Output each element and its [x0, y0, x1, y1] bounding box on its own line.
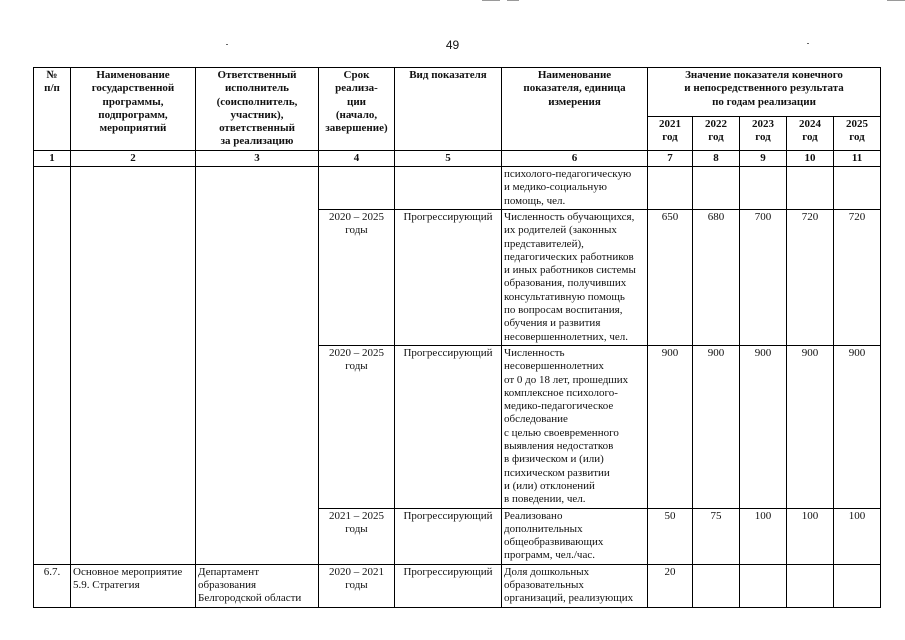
- cell-value: 50: [648, 508, 693, 564]
- cell-value: [693, 167, 740, 210]
- cell-value: 900: [648, 345, 693, 508]
- header-program: Наименование государственной программы, подпрограмм, мероприятий: [71, 68, 196, 151]
- cell-value: [787, 167, 834, 210]
- cell-term: 2020 – 2025 годы: [319, 345, 395, 508]
- indicators-table: [33, 67, 881, 608]
- cell-value: 720: [787, 209, 834, 345]
- cell-value: 100: [787, 508, 834, 564]
- table-row: [34, 167, 881, 210]
- column-number: 5: [395, 150, 502, 166]
- cell-indicator: Реализовано дополнительных общеобразвивающих программ, чел./час.: [502, 508, 648, 564]
- header-values: Значение показателя конечного и непосредственного результата по годам реализации: [648, 68, 881, 117]
- column-number: 7: [648, 150, 693, 166]
- cell-no: [34, 167, 71, 565]
- cell-value: 700: [740, 209, 787, 345]
- cell-value: [648, 167, 693, 210]
- column-number: 8: [693, 150, 740, 166]
- table-row: [34, 564, 881, 607]
- cell-value: [740, 167, 787, 210]
- cell-value: 100: [740, 508, 787, 564]
- cell-kind: Прогрессирующий: [395, 345, 502, 508]
- cell-value: 75: [693, 508, 740, 564]
- column-number: 9: [740, 150, 787, 166]
- cell-term: 2020 – 2021 годы: [319, 564, 395, 607]
- column-number: 3: [196, 150, 319, 166]
- cell-value: 100: [834, 508, 881, 564]
- cell-value: [834, 167, 881, 210]
- cell-no: 6.7.: [34, 564, 71, 607]
- cell-term: 2020 – 2025 годы: [319, 209, 395, 345]
- cell-value: 900: [834, 345, 881, 508]
- header-year: 2025 год: [834, 116, 881, 150]
- cell-term: [319, 167, 395, 210]
- column-number: 10: [787, 150, 834, 166]
- column-numbers-row: [34, 150, 881, 166]
- cell-value: 900: [740, 345, 787, 508]
- cell-value: [693, 564, 740, 607]
- cell-value: 720: [834, 209, 881, 345]
- scan-edge-mark: [482, 0, 500, 1]
- cell-indicator: Численность несовершеннолетних от 0 до 18 лет, прошедших комплексное психолого- медико-педагогическое обследование с целью своевременного выявления недостатков в физическом и (или) психическом развитии и (или) отклонений в поведении, чел.: [502, 345, 648, 508]
- column-number: 11: [834, 150, 881, 166]
- cell-indicator: Доля дошкольных образовательных организаций, реализующих: [502, 564, 648, 607]
- cell-indicator: Численность обучающихся, их родителей (законных представителей), педагогических работников и иных работников системы образования, получивших консультативную помощь по вопросам воспитания, обучения и развития несовершеннолетних, чел.: [502, 209, 648, 345]
- cell-kind: Прогрессирующий: [395, 209, 502, 345]
- header-year: 2023 год: [740, 116, 787, 150]
- cell-value: 680: [693, 209, 740, 345]
- header-indicator: Наименование показателя, единица измерения: [502, 68, 648, 151]
- column-number: 2: [71, 150, 196, 166]
- column-number: 6: [502, 150, 648, 166]
- header-no: № п/п: [34, 68, 71, 151]
- header-year: 2021 год: [648, 116, 693, 150]
- cell-value: 900: [787, 345, 834, 508]
- cell-value: [834, 564, 881, 607]
- cell-kind: Прогрессирующий: [395, 564, 502, 607]
- header-year: 2024 год: [787, 116, 834, 150]
- scan-edge-mark: [507, 0, 519, 1]
- cell-program: [71, 167, 196, 565]
- cell-term: 2021 – 2025 годы: [319, 508, 395, 564]
- cell-value: 20: [648, 564, 693, 607]
- header-executor: Ответственный исполнитель (соисполнитель, участник), ответственный за реализацию: [196, 68, 319, 151]
- cell-kind: Прогрессирующий: [395, 508, 502, 564]
- header-term: Срок реализа- ции (начало, завершение): [319, 68, 395, 151]
- cell-value: 650: [648, 209, 693, 345]
- cell-value: [740, 564, 787, 607]
- cell-kind: [395, 167, 502, 210]
- cell-value: 900: [693, 345, 740, 508]
- cell-executor: Департамент образования Белгородской области: [196, 564, 319, 607]
- scan-edge-mark: [887, 0, 905, 1]
- cell-program: Основное мероприятие 5.9. Стратегия: [71, 564, 196, 607]
- cell-value: [787, 564, 834, 607]
- column-number: 4: [319, 150, 395, 166]
- header-row: [34, 68, 881, 117]
- page-number: 49: [445, 38, 460, 52]
- cell-indicator: психолого-педагогическую и медико-социальную помощь, чел.: [502, 167, 648, 210]
- header-year: 2022 год: [693, 116, 740, 150]
- cell-executor: [196, 167, 319, 565]
- header-kind: Вид показателя: [395, 68, 502, 151]
- column-number: 1: [34, 150, 71, 166]
